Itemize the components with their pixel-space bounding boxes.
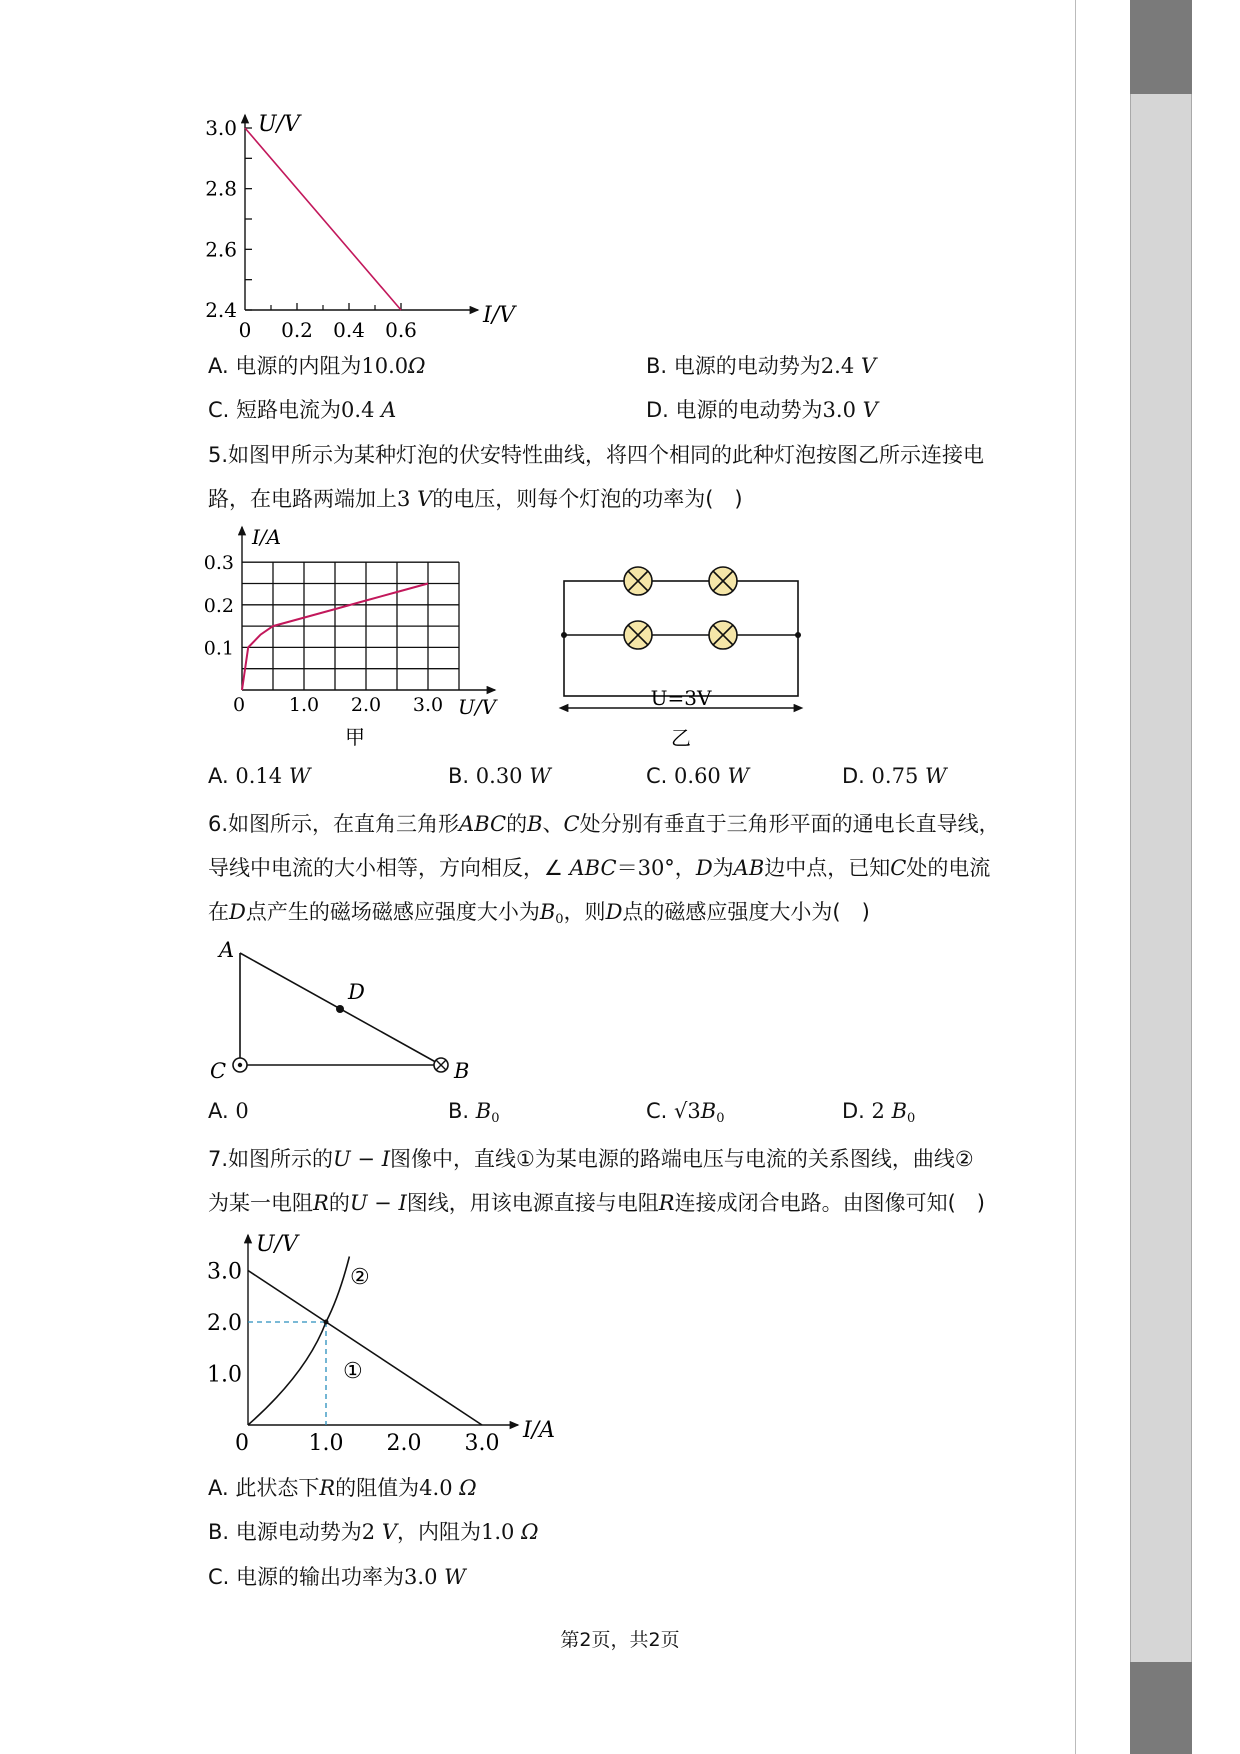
q6-option-d[interactable]: D. 2 $B_0$ bbox=[842, 1099, 916, 1126]
chart-series-line bbox=[245, 128, 401, 310]
q6-line1: 6.如图所示，在直角三角形ABC的B、C处分别有垂直于三角形平面的通电长直导线， bbox=[208, 812, 1000, 836]
q6-option-b[interactable]: B. $B_0$ bbox=[448, 1099, 500, 1126]
y-tick-label: 2.4 bbox=[205, 298, 237, 322]
q5-option-c[interactable]: C. 0.60 W bbox=[646, 764, 750, 788]
q7-option-c[interactable]: C. 电源的输出功率为3.0 W bbox=[208, 1565, 466, 1589]
x-tick-label: 0.6 bbox=[385, 318, 417, 342]
q4-option-d[interactable]: D. 电源的电动势为3.0 V bbox=[646, 398, 878, 422]
page-footer: 第2页，共2页 bbox=[560, 1629, 680, 1651]
x-tick-label: 0 bbox=[232, 694, 246, 716]
x-axis-label: I/V bbox=[483, 303, 515, 328]
x-tick-label: 0 bbox=[238, 318, 252, 342]
x-tick-label: 1.0 bbox=[288, 694, 320, 716]
y-tick-label: 1.0 bbox=[207, 1362, 242, 1388]
q6-line2: 导线中电流的大小相等，方向相反，∠ ABC＝30°，D为AB边中点，已知C处的电流 bbox=[208, 856, 991, 880]
y-axis-label: U/V bbox=[256, 1232, 298, 1257]
lamp-icon bbox=[624, 621, 652, 649]
q5-line1: 5.如图甲所示为某种灯泡的伏安特性曲线，将四个相同的此种灯泡按图乙所示连接电 bbox=[208, 443, 985, 467]
y-axis-label: I/A bbox=[252, 525, 282, 549]
q4-option-a[interactable]: A. 电源的内阻为10.0Ω bbox=[208, 354, 426, 378]
vertex-c: C bbox=[210, 1059, 227, 1083]
figure-caption: 甲 bbox=[345, 725, 365, 749]
y-tick-label: 2.6 bbox=[205, 237, 237, 262]
q5-line2: 路，在电路两端加上3 V的电压，则每个灯泡的功率为( ) bbox=[208, 487, 743, 511]
q5-option-b[interactable]: B. 0.30 W bbox=[448, 764, 551, 788]
q6-option-c[interactable]: C. $√3B_0$ bbox=[646, 1099, 725, 1126]
intersection-point bbox=[324, 1320, 329, 1325]
q4-option-c[interactable]: C. 短路电流为0.4 A bbox=[208, 398, 397, 422]
q6-option-a[interactable]: A. 0 bbox=[208, 1099, 249, 1123]
series-label-1: ① bbox=[343, 1359, 363, 1384]
x-tick-label: 3.0 bbox=[412, 694, 444, 716]
q7-line1: 7.如图所示的U − I图像中，直线①为某电源的路端电压与电流的关系图线，曲线② bbox=[208, 1147, 974, 1171]
lamp-icon bbox=[709, 621, 737, 649]
x-tick-label: 2.0 bbox=[350, 694, 382, 716]
y-tick-label: 0.2 bbox=[203, 594, 234, 617]
q7-line2: 为某一电阻R的U − I图线，用该电源直接与电阻R连接成闭合电路。由图像可知( ) bbox=[208, 1191, 985, 1215]
y-tick-label: 0.1 bbox=[203, 637, 234, 660]
vertex-a: A bbox=[219, 938, 235, 962]
current-in-icon bbox=[434, 1058, 448, 1072]
chart-series-line-1 bbox=[248, 1271, 482, 1426]
y-tick-label: 3.0 bbox=[207, 1259, 242, 1285]
y-tick-label: 2.0 bbox=[207, 1311, 242, 1336]
figure-ui-line bbox=[200, 105, 530, 345]
y-axis-label: U/V bbox=[258, 112, 300, 137]
current-out-icon bbox=[233, 1058, 247, 1072]
scrollbar-down-button[interactable] bbox=[1130, 1662, 1192, 1754]
figure-caption: 乙 bbox=[671, 726, 691, 750]
series-label-2: ② bbox=[350, 1265, 370, 1290]
lamp-icon bbox=[709, 567, 737, 595]
q6-line3: 在D点产生的磁场磁感应强度大小为$B_0$，则D点的磁感应强度大小为( ) bbox=[208, 900, 870, 927]
chart-series-curve-2 bbox=[248, 1257, 349, 1426]
x-tick-label: 0.2 bbox=[281, 318, 313, 342]
vertex-d: D bbox=[348, 980, 365, 1004]
figure-ui-two-curves bbox=[200, 1225, 570, 1465]
q7-option-a[interactable]: A. 此状态下R的阻值为4.0 Ω bbox=[208, 1476, 477, 1500]
q4-option-b[interactable]: B. 电源的电动势为2.4 V bbox=[646, 354, 877, 378]
figure-triangle bbox=[205, 935, 475, 1085]
q5-option-a[interactable]: A. 0.14 W bbox=[208, 764, 311, 788]
q7-option-b[interactable]: B. 电源电动势为2 V，内阻为1.0 Ω bbox=[208, 1520, 539, 1544]
lamp-icon bbox=[624, 567, 652, 595]
voltage-label: U=3V bbox=[650, 686, 712, 710]
x-tick-label: 2.0 bbox=[386, 1431, 422, 1456]
scrollbar-up-button[interactable] bbox=[1130, 0, 1192, 94]
x-tick-label: 0 bbox=[235, 1431, 249, 1456]
x-axis-label: U/V bbox=[458, 695, 497, 719]
y-tick-label: 2.8 bbox=[205, 176, 237, 201]
figure-circuit bbox=[555, 555, 815, 755]
scrollbar-track[interactable] bbox=[1130, 0, 1192, 1754]
figure-iv-curve bbox=[200, 522, 510, 752]
scrollbar[interactable] bbox=[1075, 0, 1240, 1754]
x-tick-label: 0.4 bbox=[333, 318, 365, 342]
x-tick-label: 1.0 bbox=[308, 1431, 344, 1456]
q5-option-d[interactable]: D. 0.75 W bbox=[842, 764, 947, 788]
y-tick-label: 0.3 bbox=[203, 552, 234, 575]
x-axis-label: I/A bbox=[523, 1418, 555, 1443]
vertex-b: B bbox=[454, 1059, 470, 1083]
x-tick-label: 3.0 bbox=[464, 1431, 500, 1456]
y-tick-label: 3.0 bbox=[205, 116, 237, 140]
